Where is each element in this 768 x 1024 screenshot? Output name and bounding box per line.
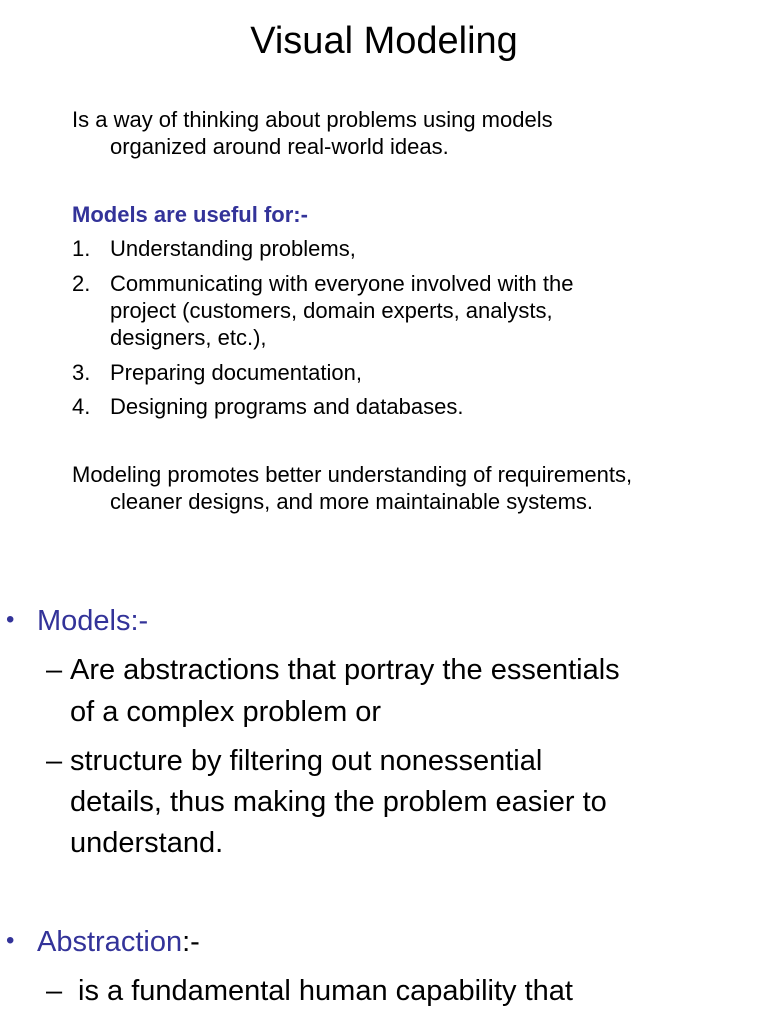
abstraction-heading-suffix: :- <box>182 926 200 958</box>
list-item-text: Understanding problems, <box>110 236 356 261</box>
intro-line-2: organized around real-world ideas. <box>110 134 449 159</box>
models-sub1-line1: Are abstractions that portray the essentials <box>70 654 620 686</box>
bullet-icon: • <box>6 927 15 954</box>
abstraction-sub1-line1: is a fundamental human capability that <box>70 975 573 1007</box>
list-item-text: Communicating with everyone involved with the <box>110 271 574 296</box>
list-item-number: 4. <box>72 394 91 419</box>
dash-icon: – <box>46 975 63 1007</box>
models-heading: Models:- <box>37 605 149 637</box>
models-sub2-line3: understand. <box>70 827 224 859</box>
intro-paragraph <box>72 106 553 160</box>
promotes-line-1: Modeling promotes better understanding of requirements, <box>72 462 633 487</box>
useful-heading: Models are useful for:- <box>72 202 308 227</box>
promotes-paragraph <box>72 461 632 515</box>
promotes-line-2: cleaner designs, and more maintainable systems. <box>110 489 594 514</box>
list-item-text: designers, etc.), <box>110 325 267 350</box>
page-title: Visual Modeling <box>250 20 518 62</box>
list-item-text: Designing programs and databases. <box>110 394 464 419</box>
models-sub2-line1: structure by filtering out nonessential <box>70 745 543 777</box>
models-sub2-line2: details, thus making the problem easier to <box>70 786 607 818</box>
list-item-number: 3. <box>72 360 91 385</box>
list-item-number: 2. <box>72 271 91 296</box>
bullet-icon: • <box>6 606 15 633</box>
models-sub1-line2: of a complex problem or <box>70 696 382 728</box>
abstraction-heading <box>37 922 200 963</box>
list-item-text: project (customers, domain experts, analysts, <box>110 298 553 323</box>
list-item-number: 1. <box>72 236 91 261</box>
dash-icon: – <box>46 654 63 686</box>
abstraction-heading-term: Abstraction <box>37 926 183 958</box>
dash-icon: – <box>46 745 63 777</box>
list-item-text: Preparing documentation, <box>110 360 362 385</box>
intro-line-1: Is a way of thinking about problems using models <box>72 107 553 132</box>
